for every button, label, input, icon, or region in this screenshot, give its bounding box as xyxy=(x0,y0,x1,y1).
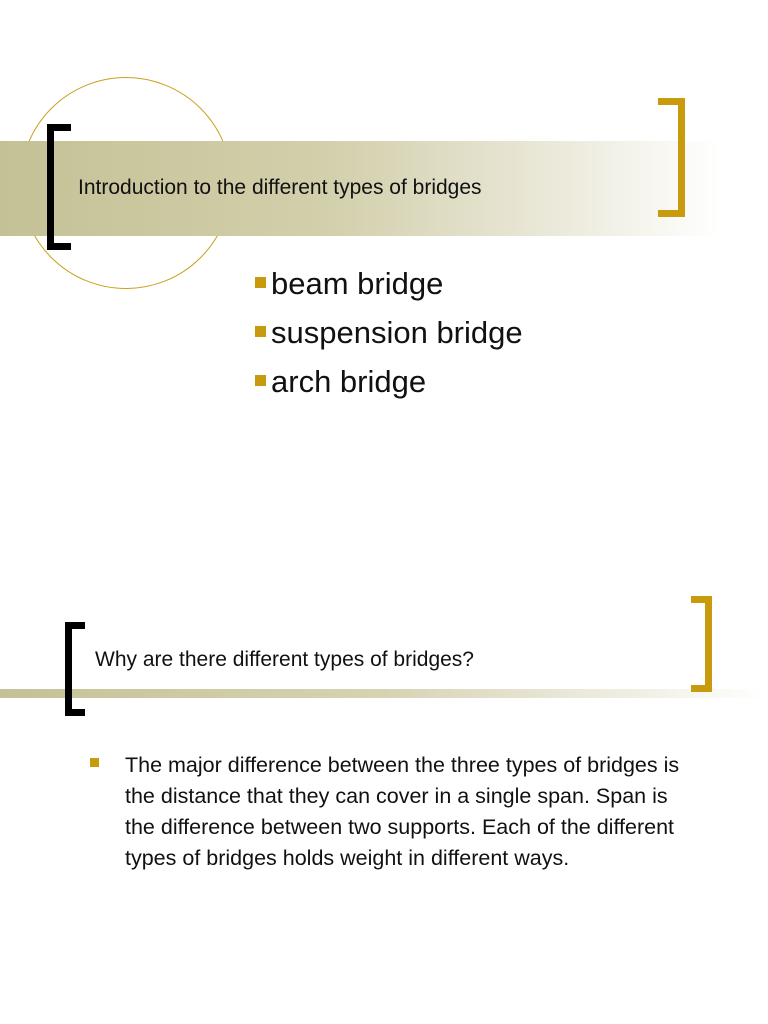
right-bracket-icon xyxy=(691,596,712,692)
slide-title: Introduction to the different types of bridges xyxy=(78,176,482,199)
bullet-text: arch bridge xyxy=(271,364,427,399)
bullet-text: The major difference between the three types of bridges is the distance that they can cover in a single span. Span is the difference between two supports. Each of the different types of bridges holds weight in different ways. xyxy=(125,753,680,870)
square-bullet-icon xyxy=(255,375,266,386)
bullet-list xyxy=(255,263,523,410)
list-item xyxy=(90,750,690,874)
bullet-text: suspension bridge xyxy=(271,315,523,350)
left-bracket-icon xyxy=(47,124,71,250)
left-bracket-icon xyxy=(65,622,85,716)
slide-title: Why are there different types of bridges? xyxy=(95,648,474,671)
bullet-text: beam bridge xyxy=(271,266,444,301)
list-item xyxy=(255,312,523,361)
list-item xyxy=(255,361,523,410)
list-item xyxy=(255,263,523,312)
title-band xyxy=(0,689,768,698)
square-bullet-icon xyxy=(255,326,266,337)
square-bullet-icon xyxy=(255,277,266,288)
square-bullet-icon xyxy=(90,758,99,767)
bullet-list xyxy=(90,750,690,874)
right-bracket-icon xyxy=(658,98,685,217)
